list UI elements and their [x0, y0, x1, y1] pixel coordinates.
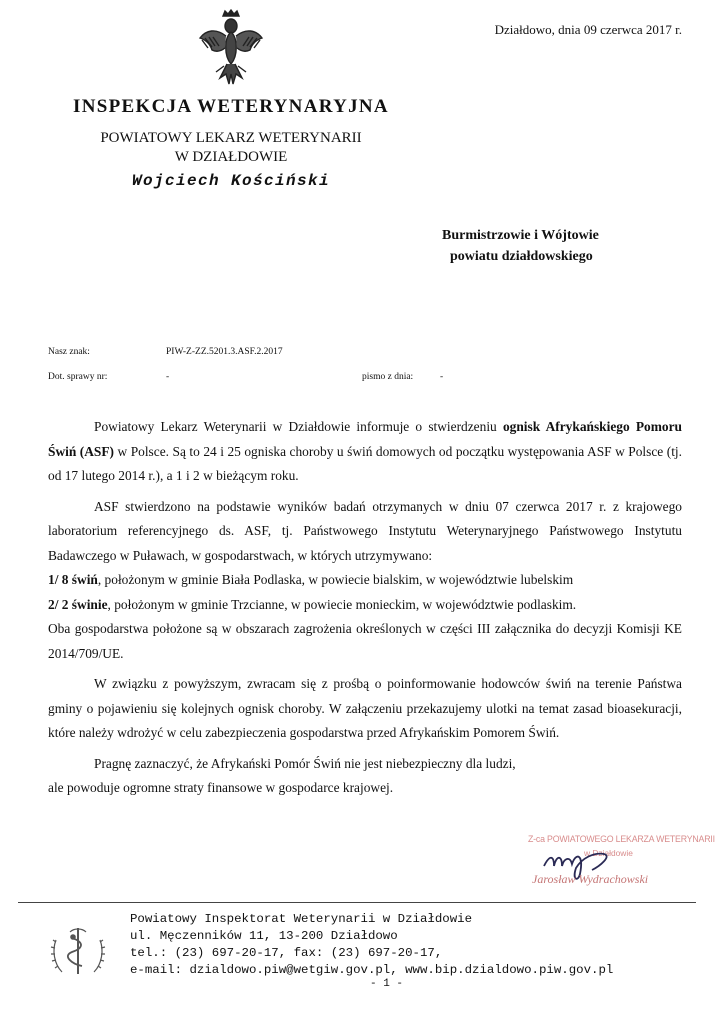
paragraph-4: W związku z powyższym, zwracam się z prośbą o poinformowanie hodowców świń na terenie Państwa gminy o pojawieniu się kolejnych ognisk choroby. W załączeniu przekazujemy ulotki na temat zasad bioasekuracji, które należy wdrożyć w celu zabezpieczenia gospodarstwa przed Afrykańskim Pomorem Świń.: [48, 676, 682, 740]
footer-email-web: e-mail: dzialdowo.piw@wetgiw.gov.pl, www.bip.dzialdowo.piw.gov.pl: [130, 963, 614, 977]
stamp-location: w Działdowie: [584, 848, 633, 858]
case-number-label: Dot. sprawy nr:: [48, 372, 108, 382]
officer-name: Wojciech Kościński: [131, 172, 331, 190]
our-ref-label: Nasz znak:: [48, 347, 90, 357]
paragraph-5: Pragnę zaznaczyć, że Afrykański Pomór Świń nie jest niebezpieczny dla ludzi, ale powoduje ogromne straty finansowe w gospodarce krajowej.: [48, 755, 516, 795]
recipient-line2: powiatu działdowskiego: [450, 249, 593, 264]
paragraph-2: ASF stwierdzono na podstawie wyników badań otrzymanych w dniu 07 czerwca 2017 r. z krajowego laboratorium referencyjnego ds. ASF, tj. Państwowego Instytutu Weterynaryjnego Państwowego Instytutu Badawczego w Puławach, w gospodarstwach, w których utrzymywano:: [48, 498, 682, 563]
footer-office-name: Powiatowy Inspektorat Weterynarii w Działdowie: [130, 912, 473, 926]
caduceus-logo-icon: [48, 920, 108, 980]
footer-address: ul. Męczenników 11, 13-200 Działdowo: [130, 929, 398, 943]
letter-date-label: pismo z dnia:: [362, 372, 414, 382]
letter-date-value: -: [440, 372, 444, 382]
eagle-emblem-icon: [196, 8, 266, 92]
office-title-line2: W DZIAŁDOWIE: [174, 149, 288, 165]
institution-name: INSPEKCJA WETERYNARYJNA: [73, 96, 389, 117]
paragraph-1: Powiatowy Lekarz Weterynarii w Działdowie informuje o stwierdzeniu ognisk Afrykańskiego Pomoru Świń (ASF) w Polsce. Są to 24 i 25 ogniska choroby u świń domowych od początku występowania ASF w Polsce (tj. od 17 lutego 2014 r.), a 1 i 2 w bieżącym roku.: [48, 419, 682, 483]
letter-body: [48, 415, 682, 801]
recipient-line1: Burmistrzowie i Wójtowie: [442, 228, 599, 243]
list-item-1: 1/ 8 świń, położonym w gminie Biała Podlaska, w powiecie bialskim, w województwie lubelskim: [48, 572, 574, 587]
office-title-line1: POWIATOWY LEKARZ WETERYNARII: [100, 130, 362, 146]
page-number: - 1 -: [370, 978, 404, 990]
case-number-value: -: [166, 372, 170, 382]
stamp-signatory-name: Jarosław Wydrachowski: [532, 872, 649, 886]
paragraph-3: Oba gospodarstwa położone są w obszarach zagrożenia określonych w części III załącznika do decyzji Komisji KE 2014/709/UE.: [48, 621, 682, 661]
footer-divider: [18, 902, 696, 903]
footer-phone-fax: tel.: (23) 697-20-17, fax: (23) 697-20-17,: [130, 946, 443, 960]
letter-date: Działdowo, dnia 09 czerwca 2017 r.: [494, 22, 682, 37]
list-item-2: 2/ 2 świnie, położonym w gminie Trzcianne, w powiecie monieckim, w województwie podlaskim.: [48, 596, 577, 612]
stamp-title: Z-ca POWIATOWEGO LEKARZA WETERYNARII: [528, 834, 715, 844]
our-ref-value: PIW-Z-ZZ.5201.3.ASF.2.2017: [166, 347, 283, 357]
